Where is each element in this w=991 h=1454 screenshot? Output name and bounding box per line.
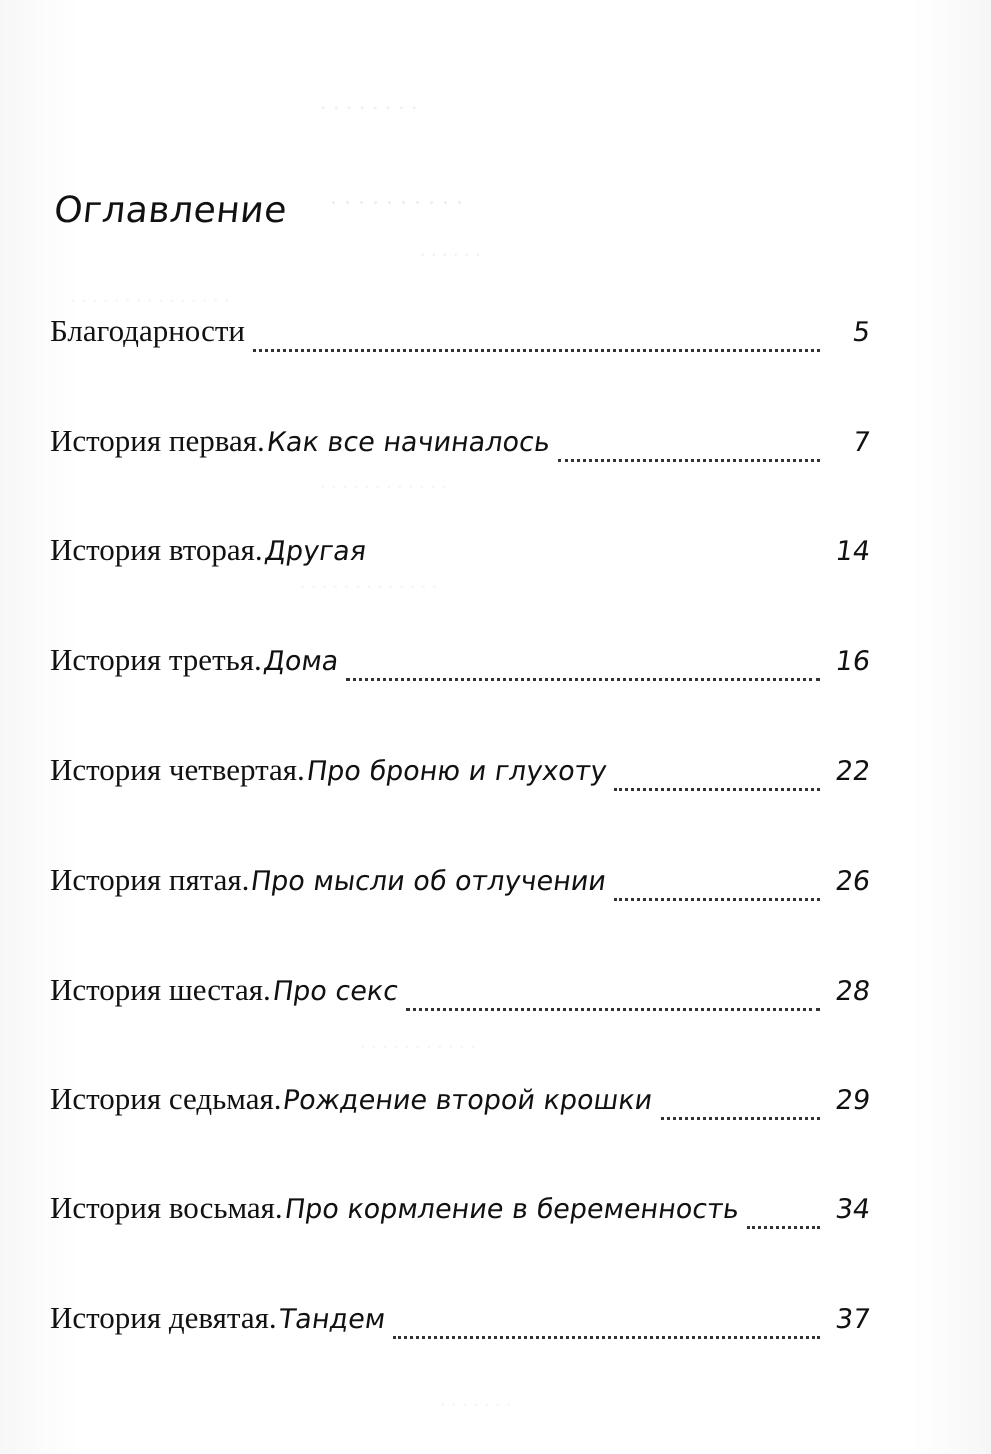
toc-entry-subtitle: Как все начиналось — [264, 427, 552, 458]
toc-entry-story-5[interactable] — [50, 862, 873, 910]
dot-leader — [747, 1226, 820, 1229]
toc-entry-subtitle: Другая — [262, 536, 369, 567]
toc-page-number: 7 — [850, 427, 873, 458]
toc-page-number: 28 — [833, 976, 873, 1007]
toc-entry-subtitle: Про кормление в беременность — [282, 1194, 741, 1225]
toc-entry-story-1[interactable] — [50, 423, 873, 471]
dot-leader — [661, 1117, 820, 1120]
toc-entry-story-6[interactable] — [50, 972, 873, 1020]
toc-entry-subtitle: Дома — [261, 646, 341, 677]
toc-page-number: 16 — [833, 646, 873, 677]
toc-page-number: 37 — [833, 1304, 873, 1335]
dot-leader — [406, 1008, 820, 1011]
toc-entry-title: История первая. — [50, 423, 265, 458]
dot-leader — [253, 349, 820, 352]
dot-leader — [614, 788, 820, 791]
toc-entry-subtitle: Про секс — [270, 976, 401, 1007]
bleed-through-text: . . . . . . . . . . — [330, 180, 463, 211]
toc-entry-subtitle: Про мысли об отлучении — [249, 866, 609, 897]
toc-page-number: 26 — [833, 866, 873, 897]
toc-entry-story-2[interactable] — [50, 532, 873, 580]
toc-entry-subtitle: Про броню и глухоту — [304, 756, 609, 787]
toc-page-number: 5 — [850, 317, 873, 348]
bleed-through-text: . . . . . . — [420, 236, 481, 261]
toc-entry-story-7[interactable] — [50, 1081, 873, 1129]
toc-page-number: 29 — [833, 1085, 873, 1116]
toc-entry-story-3[interactable] — [50, 642, 873, 690]
bleed-through-text: . . . . . . . . — [320, 86, 418, 115]
dot-leader — [393, 1336, 820, 1339]
toc-entry-subtitle: Тандем — [276, 1304, 388, 1335]
toc-entry-title: История вторая. — [50, 532, 263, 567]
toc-entry-story-8[interactable] — [50, 1190, 873, 1238]
toc-entry-title: История четвертая. — [50, 752, 305, 787]
toc-entry-title: История девятая. — [50, 1300, 277, 1335]
dot-leader — [558, 459, 820, 462]
toc-entry-title: История шестая. — [50, 972, 271, 1007]
toc-entry-story-9[interactable] — [50, 1300, 873, 1348]
toc-heading: Оглавление — [52, 190, 290, 231]
toc-list — [50, 0, 873, 1454]
dot-leader — [614, 898, 820, 901]
dot-leader — [346, 678, 820, 681]
toc-entry-title: История пятая. — [50, 862, 250, 897]
toc-entry-title: Благодарности — [50, 313, 245, 348]
toc-page-number: 34 — [833, 1194, 873, 1225]
toc-entry-title: История третья. — [50, 642, 262, 677]
toc-entry-title: История седьмая. — [50, 1081, 282, 1116]
toc-entry-story-4[interactable] — [50, 752, 873, 800]
toc-page-number: 14 — [833, 536, 873, 567]
toc-entry-subtitle: Рождение второй крошки — [281, 1085, 655, 1116]
toc-page-number: 22 — [833, 756, 873, 787]
toc-entry-acknowledgements[interactable] — [50, 313, 873, 361]
toc-entry-title: История восьмая. — [50, 1190, 283, 1225]
